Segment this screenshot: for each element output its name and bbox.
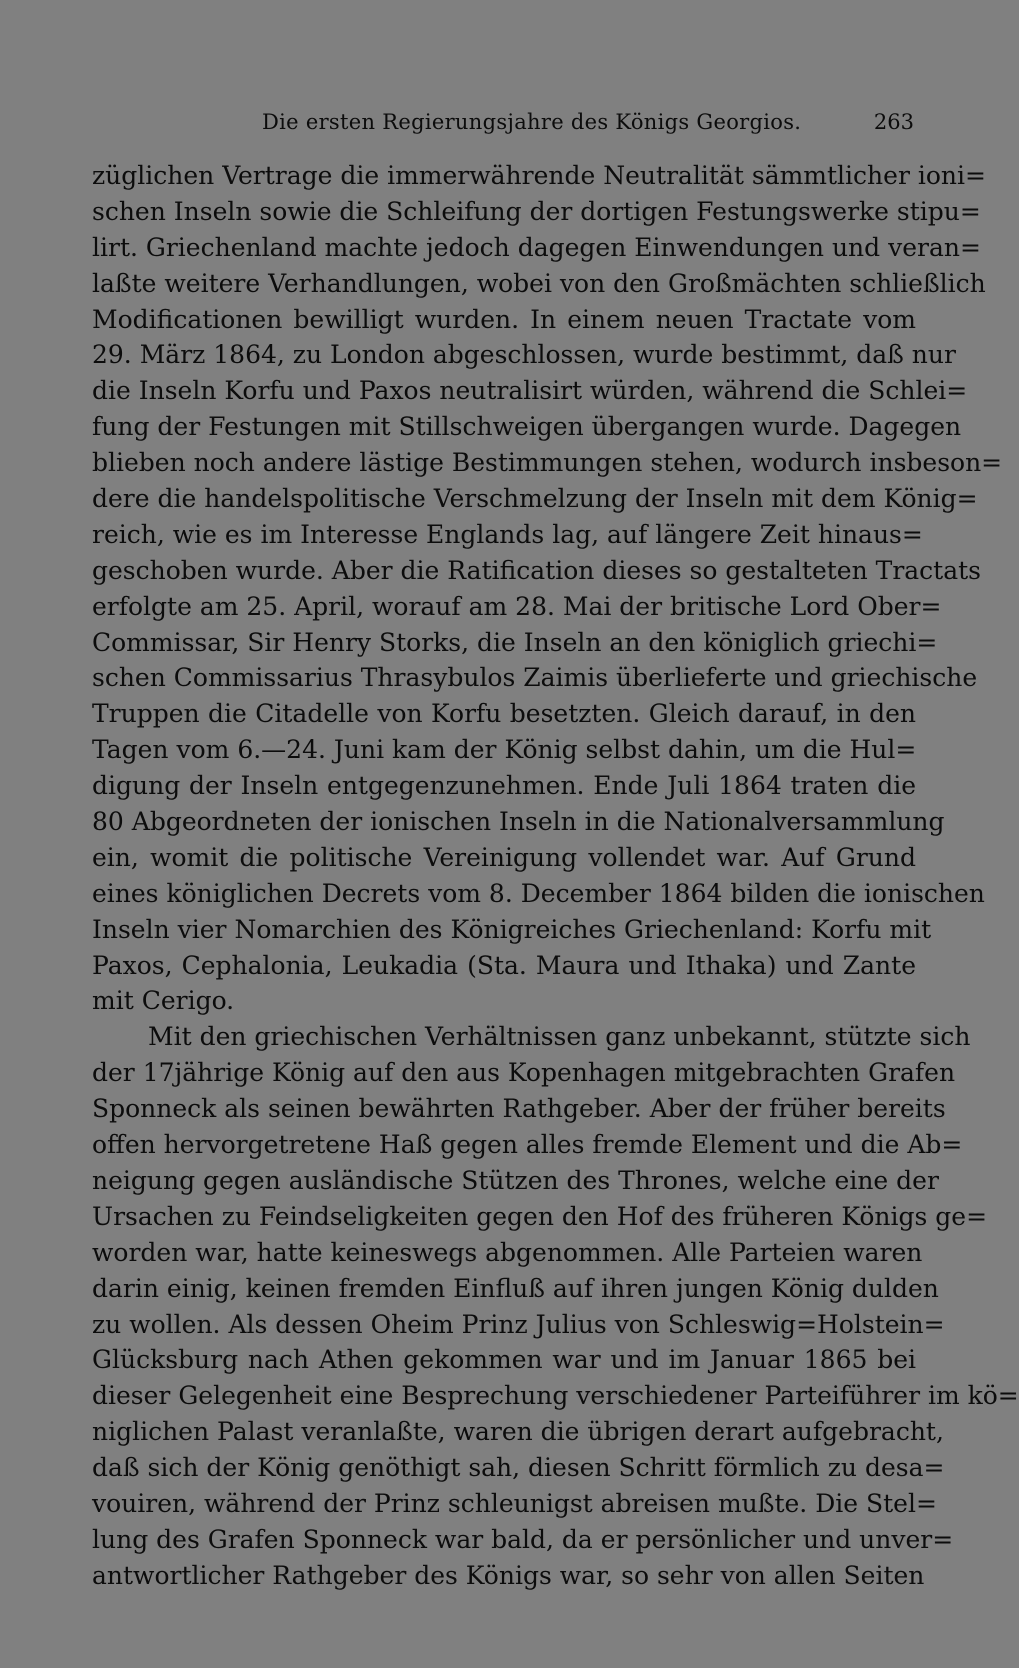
text-line: mit Cerigo. xyxy=(92,986,235,1016)
text-line: lirt. Griechenland machte jedoch dagegen Einwendungen und veran= xyxy=(92,232,981,262)
text-line: Glücksburg nach Athen gekommen war und im Januar 1865 bei xyxy=(92,1345,916,1375)
running-header xyxy=(92,104,914,140)
text-line: eines königlichen Decrets vom 8. December 1864 bilden die ionischen xyxy=(92,878,985,908)
paragraph xyxy=(92,158,1003,1019)
text-line: schen Commissarius Thrasybulos Zaimis überlieferte und griechische xyxy=(92,663,978,693)
text-line: ein, womit die politische Vereinigung vollendet war. Auf Grund xyxy=(92,842,916,872)
text-line: zu wollen. Als dessen Oheim Prinz Julius von Schleswig=Holstein= xyxy=(92,1309,945,1339)
text-line: daß sich der König genöthigt sah, diesen Schritt förmlich zu desa= xyxy=(92,1453,945,1483)
text-line: züglichen Vertrage die immerwährende Neutralität sämmtlicher ioni= xyxy=(92,161,986,190)
text-line: geschoben wurde. Aber die Ratification dieses so gestalteten Tractats xyxy=(92,555,982,585)
text-line: dieser Gelegenheit eine Besprechung verschiedener Parteiführer im kö= xyxy=(92,1381,1019,1411)
text-line: neigung gegen ausländische Stützen des Thrones, welche eine der xyxy=(92,1165,939,1195)
text-line: 29. März 1864, zu London abgeschlossen, wurde bestimmt, daß nur xyxy=(92,340,956,370)
text-line: 80 Abgeordneten der ionischen Inseln in die Nationalversammlung xyxy=(92,807,945,837)
text-line: lung des Grafen Sponneck war bald, da er persönlicher und unver= xyxy=(92,1524,954,1554)
text-line: digung der Inseln entgegenzunehmen. Ende Juli 1864 traten die xyxy=(92,771,916,801)
text-line: der 17jährige König auf den aus Kopenhagen mitgebrachten Grafen xyxy=(92,1058,956,1088)
text-line: worden war, hatte keineswegs abgenommen. Alle Parteien waren xyxy=(92,1237,923,1267)
text-line: schen Inseln sowie die Schleifung der dortigen Festungswerke stipu= xyxy=(92,196,981,226)
text-line: Tagen vom 6.—24. Juni kam der König selbst dahin, um die Hul= xyxy=(92,735,917,765)
text-line: blieben noch andere lästige Bestimmungen stehen, wodurch insbeson= xyxy=(92,448,1003,478)
text-line: erfolgte am 25. April, worauf am 28. Mai der britische Lord Ober= xyxy=(92,591,942,621)
running-title: Die ersten Regierungsjahre des Königs Georgios. xyxy=(262,110,802,134)
text-line: niglichen Palast veranlaßte, waren die übrigen derart aufgebracht, xyxy=(92,1417,944,1447)
text-line: die Inseln Korfu und Paxos neutralisirt würden, während die Schlei= xyxy=(92,376,968,406)
text-line: fung der Festungen mit Stillschweigen übergangen wurde. Dagegen xyxy=(92,412,962,442)
text-line: Inseln vier Nomarchien des Königreiches Griechenland: Korfu mit xyxy=(92,914,932,944)
text-line: antwortlicher Rathgeber des Königs war, so sehr von allen Seiten xyxy=(92,1560,925,1590)
text-line: Sponneck als seinen bewährten Rathgeber. Aber der früher bereits xyxy=(92,1094,946,1124)
text-line: Paxos, Cephalonia, Leukadia (Sta. Maura und Ithaka) und Zante xyxy=(92,950,916,980)
text-line: dere die handelspolitische Verschmelzung der Inseln mit dem König= xyxy=(92,484,978,514)
text-line: Truppen die Citadelle von Korfu besetzten. Gleich darauf, in den xyxy=(92,699,916,729)
text-line: laßte weitere Verhandlungen, wobei von den Großmächten schließlich xyxy=(92,268,986,298)
text-line: offen hervorgetretene Haß gegen alles fremde Element und die Ab= xyxy=(92,1130,963,1160)
text-line: Modificationen bewilligt wurden. In einem neuen Tractate vom xyxy=(92,304,916,334)
text-line: reich, wie es im Interesse Englands lag, auf längere Zeit hinaus= xyxy=(92,519,923,549)
body-text xyxy=(92,158,1019,1594)
page-number: 263 xyxy=(873,110,914,134)
paragraph xyxy=(92,1019,1019,1593)
text-line: Mit den griechischen Verhältnissen ganz unbekannt, stützte sich xyxy=(148,1022,971,1052)
text-line: Ursachen zu Feindseligkeiten gegen den Hof des früheren Königs ge= xyxy=(92,1201,988,1231)
text-line: Commissar, Sir Henry Storks, die Inseln an den königlich griechi= xyxy=(92,627,938,657)
text-line: vouiren, während der Prinz schleunigst abreisen mußte. Die Stel= xyxy=(92,1488,937,1518)
text-line: darin einig, keinen fremden Einfluß auf ihren jungen König dulden xyxy=(92,1273,939,1303)
